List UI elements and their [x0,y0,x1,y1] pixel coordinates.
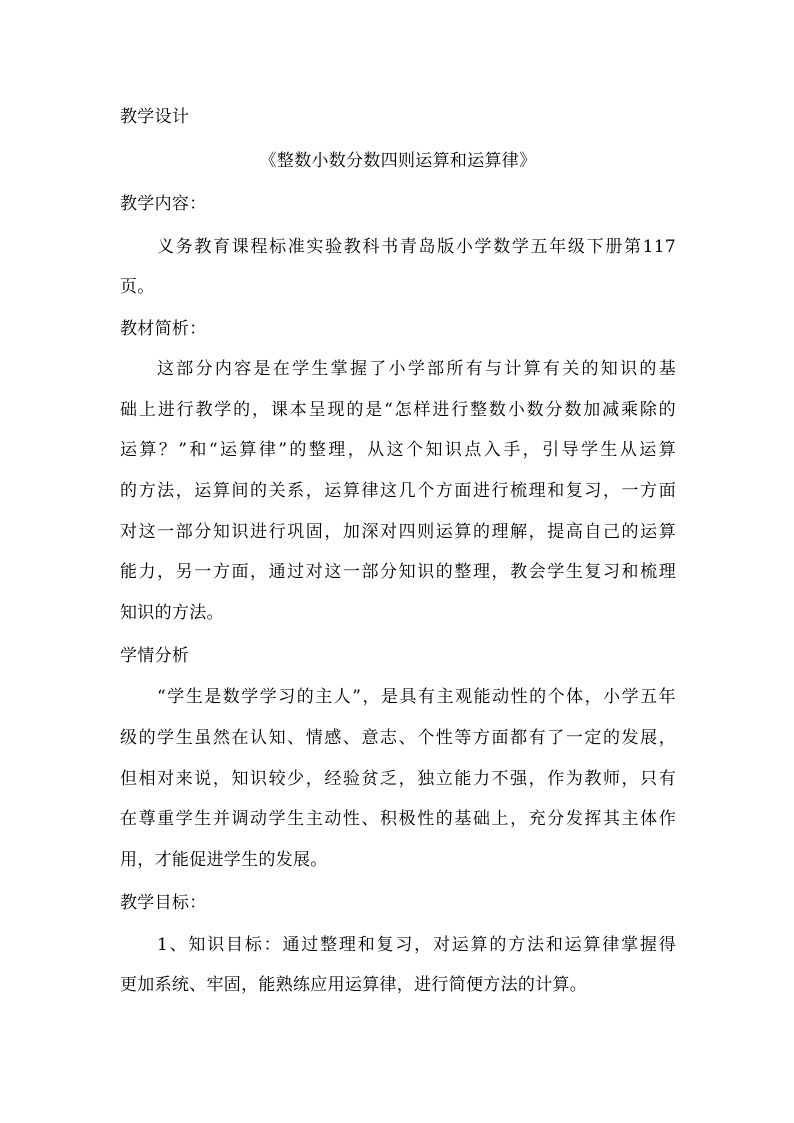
paragraph-line: 更加系统、牢固，能熟练应用运算律，进行简便方法的计算。 [120,975,588,995]
section-heading-learners: 学情分析 [120,646,190,666]
paragraph-line: 义务教育课程标准实验教科书青岛版小学数学五年级下册第117 [157,237,676,257]
paragraph-line: 但相对来说，知识较少，经验贫乏，独立能力不强，作为教师，只有 [120,769,676,789]
paragraph-line: 础上进行教学的，课本呈现的是“怎样进行整数小数分数加减乘除的 [120,400,676,420]
document-title: 《整数小数分数四则运算和运算律》 [259,151,537,171]
paragraph-line: 在尊重学生并调动学生主动性、积极性的基础上，充分发挥其主体作 [120,809,676,829]
paragraph-line: 知识的方法。 [120,603,224,623]
paragraph-line: 这部分内容是在学生掌握了小学部所有与计算有关的知识的基 [157,359,676,379]
section-heading-material: 教材简析： [120,319,207,339]
paragraph-line: 能力，另一方面，通过对这一部分知识的整理，教会学生复习和梳理 [120,562,676,582]
paragraph-line: 的方法，运算间的关系，运算律这几个方面进行梳理和复习，一方面 [120,481,676,501]
paragraph-line: 用，才能促进学生的发展。 [120,850,328,870]
paragraph-line: “学生是数学学习的主人”，是具有主观能动性的个体，小学五年 [157,687,676,707]
paragraph-line: 级的学生虽然在认知、情感、意志、个性等方面都有了一定的发展， [120,728,676,748]
paragraph-line: 对这一部分知识进行巩固，加深对四则运算的理解，提高自己的运算 [120,522,676,542]
paragraph-line: 页。 [120,277,155,297]
paragraph-line: 1、知识目标：通过整理和复习，对运算的方法和运算律掌握得 [157,935,676,955]
paragraph-line: 运算？”和“运算律”的整理，从这个知识点入手，引导学生从运算 [120,440,676,460]
section-heading-goals: 教学目标： [120,893,207,913]
document-heading: 教学设计 [120,107,190,127]
section-heading-content: 教学内容： [120,194,207,214]
